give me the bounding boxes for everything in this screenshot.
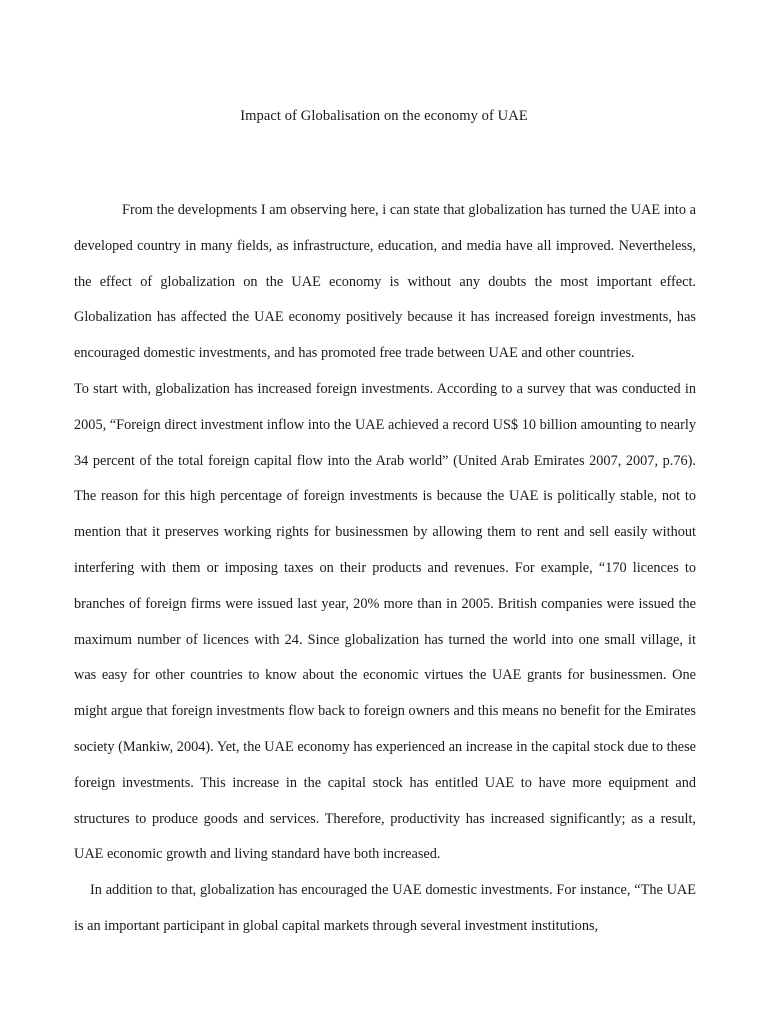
paragraph-foreign-investments: To start with, globalization has increased foreign investments. According to a survey that was conducted in 2005, “Foreign direct investment inflow into the UAE achieved a record US$ 10 billion amounting to nearly 34 percent of the total foreign capital flow into the Arab world” (United Arab Emirates 2007, 2007, p.76). The reason for this high percentage of foreign investments is because the UAE is politically stable, not to mention that it preserves working rights for businessmen by allowing them to rent and sell easily without interfering with them or imposing taxes on their products and revenues. For example, “170 licences to branches of foreign firms were issued last year, 20% more than in 2005. British companies were issued the maximum number of licences with 24. Since globalization has turned the world into one small village, it was easy for other countries to know about the economic virtues the UAE grants for businessmen. One might argue that foreign investments flow back to foreign owners and this means no benefit for the Emirates society (Mankiw, 2004). Yet, the UAE economy has experienced an increase in the capital stock due to these foreign investments. This increase in the capital stock has entitled UAE to have more equipment and structures to produce goods and services. Therefore, productivity has increased significantly; as a result, UAE economic growth and living standard have both increased.: [74, 380, 696, 863]
document-title: Impact of Globalisation on the economy of UAE: [240, 108, 528, 124]
paragraph-domestic-investments: In addition to that, globalization has encouraged the UAE domestic investments. For instance, “The UAE is an important participant in global capital markets through several investment institutions,: [74, 882, 696, 934]
document-body: [74, 193, 696, 945]
paragraph-intro: From the developments I am observing here, i can state that globalization has turned the UAE into a developed country in many fields, as infrastructure, education, and media have all improved. Nevertheless, the effect of globalization on the UAE economy is without any doubts the most important effect. Globalization has affected the UAE economy positively because it has increased foreign investments, has encouraged domestic investments, and has promoted free trade between UAE and other countries.: [74, 202, 696, 362]
